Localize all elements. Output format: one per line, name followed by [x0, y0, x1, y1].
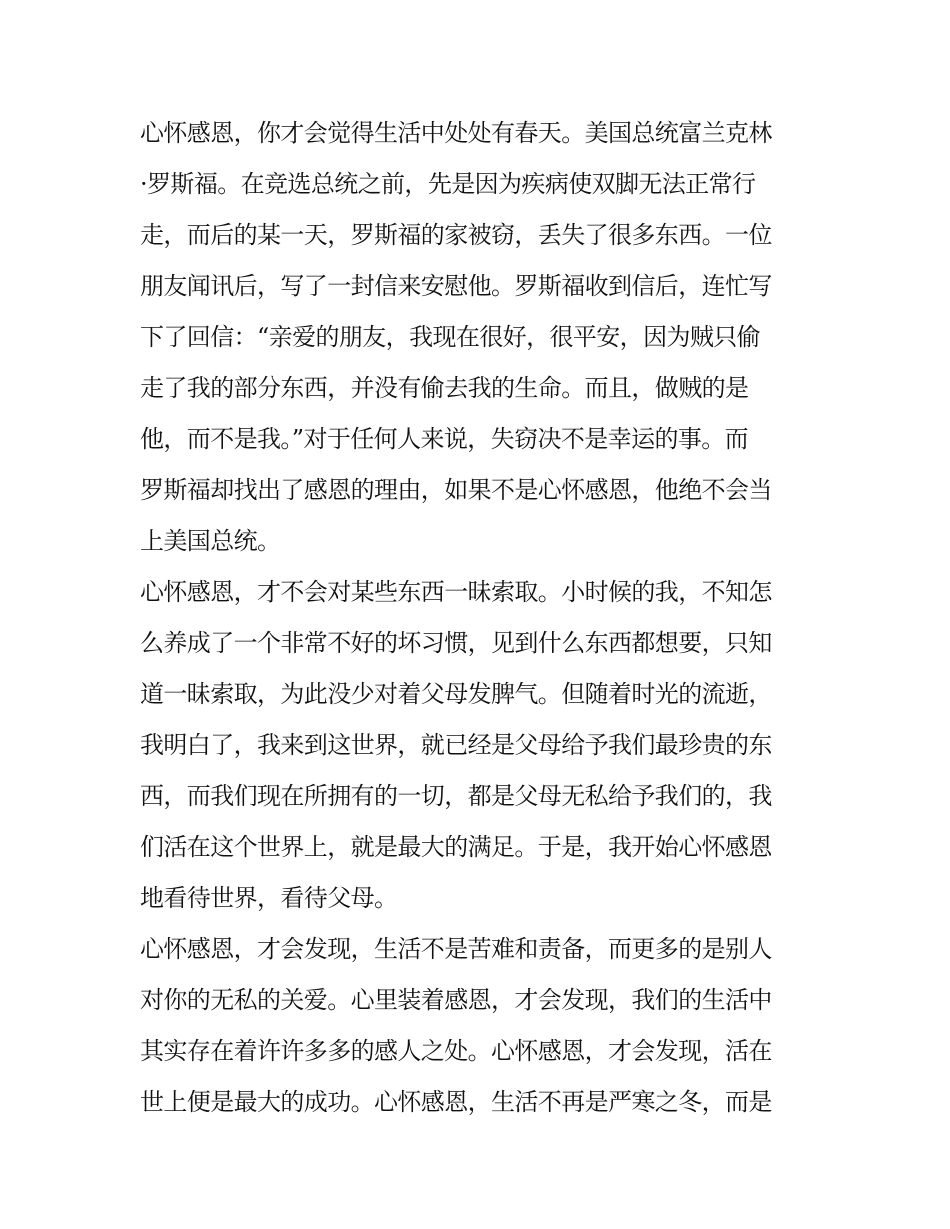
text-line: 心怀感恩，才不会对某些东西一昧索取。小时候的我，不知怎: [140, 578, 772, 606]
text-line: 朋友闻讯后，写了一封信来安慰他。罗斯福收到信后，连忙写: [140, 272, 772, 300]
text-line: 西，而我们现在所拥有的一切，都是父母无私给予我们的，我: [140, 782, 772, 810]
text-line: 我明白了，我来到这世界，就已经是父母给予我们最珍贵的东: [140, 731, 772, 759]
text-line: 道一昧索取，为此没少对着父母发脾气。但随着时光的流逝，: [140, 680, 772, 708]
text-line: 们活在这个世界上，就是最大的满足。于是，我开始心怀感恩: [140, 833, 772, 861]
paragraph-2: [140, 567, 820, 924]
text-line: 他，而不是我。”对于任何人来说，失窃决不是幸运的事。而: [140, 425, 749, 453]
paragraph-1: [140, 108, 820, 567]
text-line: 上美国总统。: [140, 527, 281, 555]
text-line: 世上便是最大的成功。心怀感恩，生活不再是严寒之冬，而是: [140, 1088, 772, 1116]
paragraph-3: [140, 924, 820, 1128]
text-line: 下了回信：“亲爱的朋友，我现在很好，很平安，因为贼只偷: [140, 323, 761, 351]
text-line: ·罗斯福。在竞选总统之前，先是因为疾病使双脚无法正常行: [140, 170, 756, 198]
text-line: 地看待世界，看待父母。: [140, 884, 398, 912]
text-line: 其实存在着许许多多的感人之处。心怀感恩，才会发现，活在: [140, 1037, 772, 1065]
document-body: [140, 108, 820, 1128]
text-line: 心怀感恩，你才会觉得生活中处处有春天。美国总统富兰克林: [140, 119, 772, 147]
text-line: 走，而后的某一天，罗斯福的家被窃，丢失了很多东西。一位: [140, 221, 772, 249]
text-line: 走了我的部分东西，并没有偷去我的生命。而且，做贼的是: [140, 374, 749, 402]
text-line: 罗斯福却找出了感恩的理由，如果不是心怀感恩，他绝不会当: [140, 476, 772, 504]
text-line: 对你的无私的关爱。心里装着感恩，才会发现，我们的生活中: [140, 986, 772, 1014]
text-line: 么养成了一个非常不好的坏习惯，见到什么东西都想要，只知: [140, 629, 772, 657]
text-line: 心怀感恩，才会发现，生活不是苦难和责备，而更多的是别人: [140, 935, 772, 963]
